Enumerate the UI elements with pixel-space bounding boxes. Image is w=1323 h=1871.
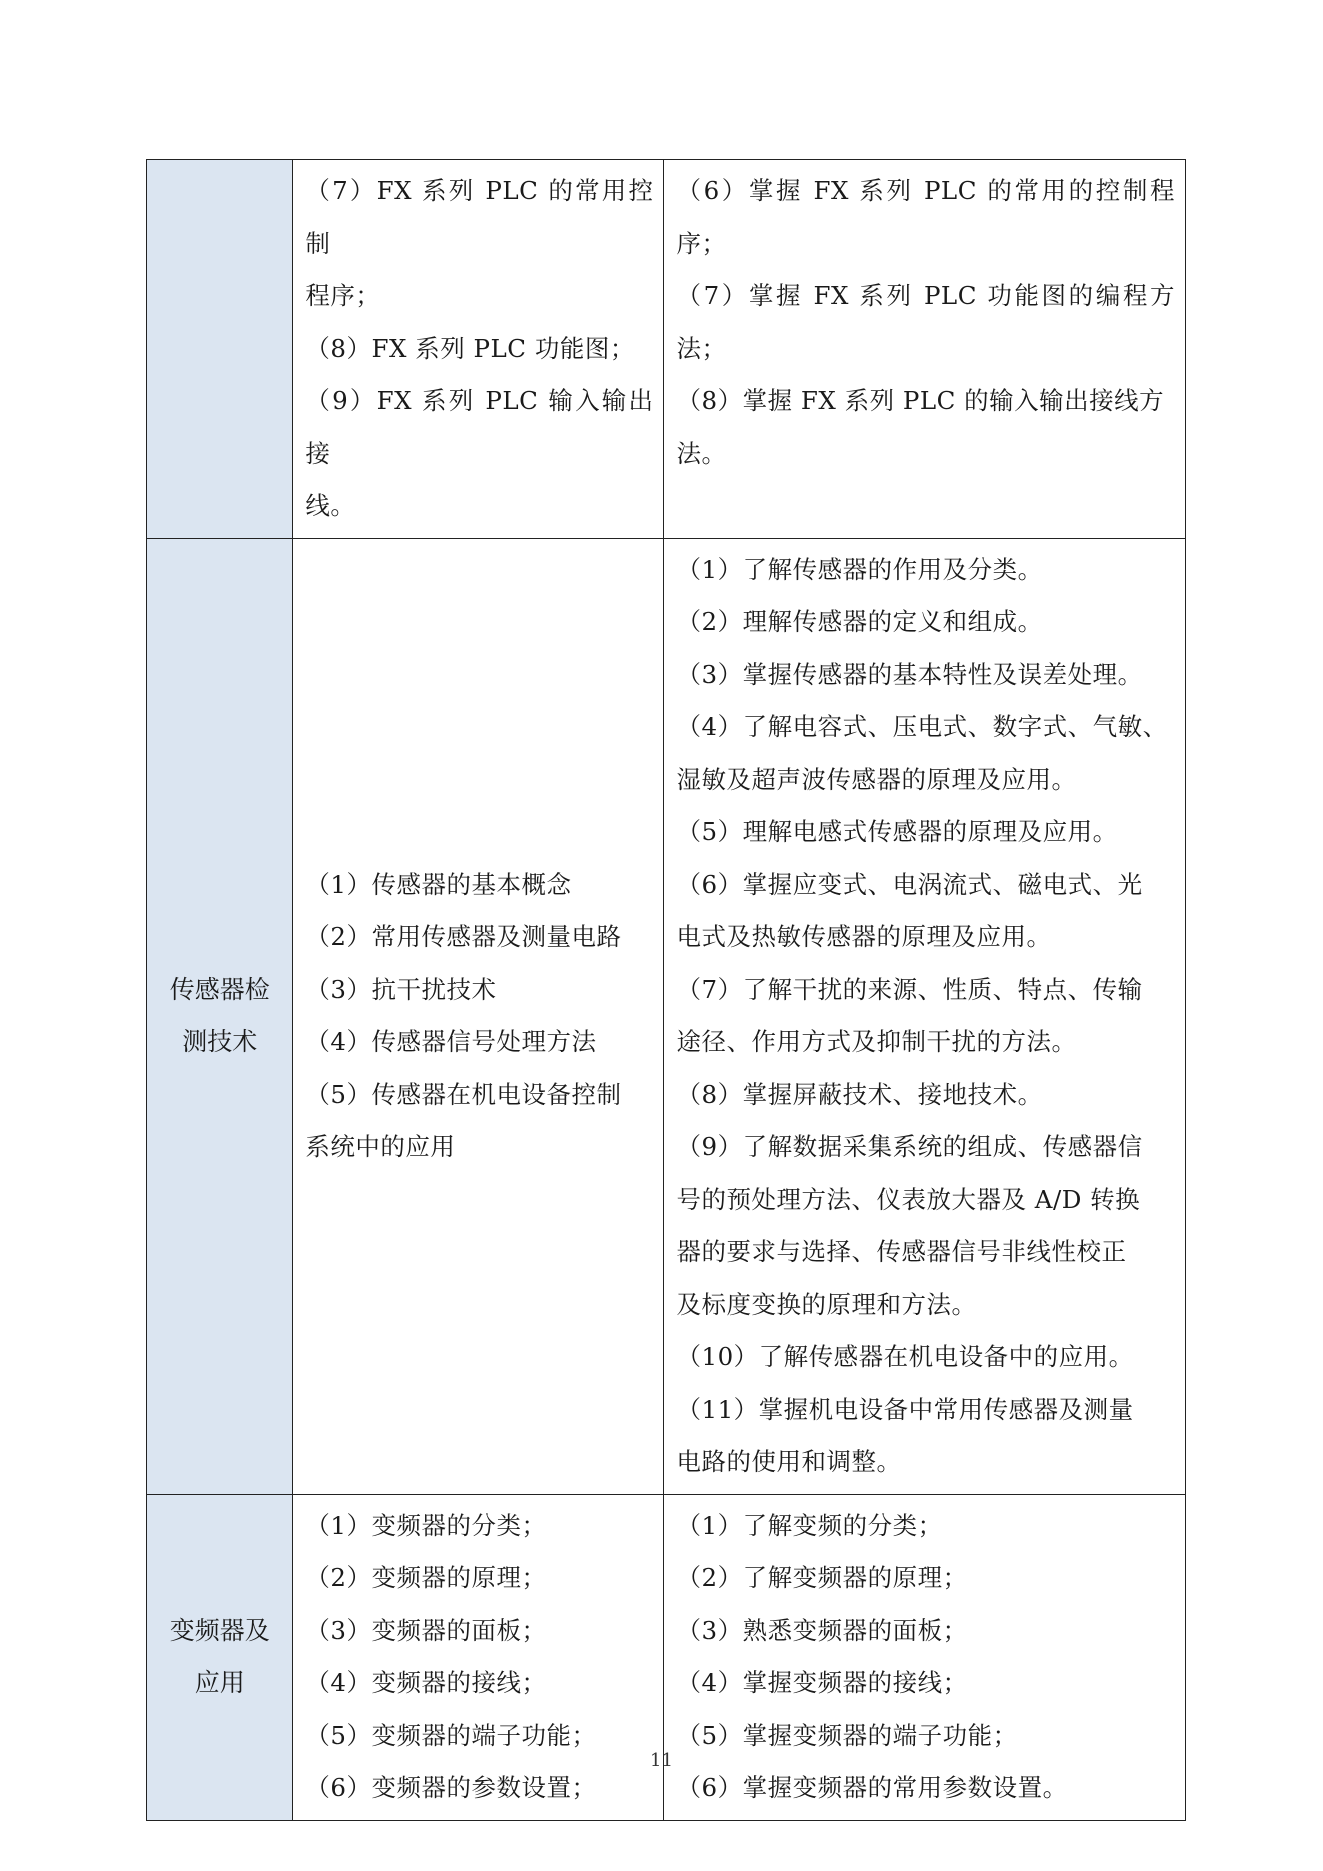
content-cell <box>293 1494 664 1820</box>
content-cell <box>293 160 664 539</box>
subject-line: 测技术 <box>182 1027 258 1056</box>
requirement-line: （6）掌握 FX 系列 PLC 的常用的控制程序； <box>676 176 1175 258</box>
subject-line: 传感器检 <box>169 975 270 1004</box>
requirement-line: （6）掌握应变式、电涡流式、磁电式、光 <box>676 869 1143 899</box>
content-line: （1）传感器的基本概念 <box>305 869 572 899</box>
content-line: 系统中的应用 <box>305 1132 456 1161</box>
requirement-line: （7）掌握 FX 系列 PLC 功能图的编程方法； <box>676 281 1175 363</box>
requirements-cell <box>664 160 1186 539</box>
requirement-line: 电式及热敏传感器的原理及应用。 <box>676 922 1052 951</box>
content-line: （2）常用传感器及测量电路 <box>305 922 622 951</box>
requirement-line: （3）掌握传感器的基本特性及误差处理。 <box>676 659 1143 689</box>
requirement-line: 号的预处理方法、仪表放大器及 A/D 转换 <box>676 1184 1141 1214</box>
content-line: （4）传感器信号处理方法 <box>305 1027 597 1056</box>
subject-cell <box>147 1494 293 1820</box>
page-number: 11 <box>650 1750 673 1771</box>
content-line: （8）FX 系列 PLC 功能图； <box>305 333 635 363</box>
requirement-line: （9）了解数据采集系统的组成、传感器信 <box>676 1132 1143 1161</box>
requirement-line: （2）了解变频器的原理； <box>676 1563 968 1592</box>
requirement-line: （6）掌握变频器的常用参数设置。 <box>676 1773 1068 1802</box>
subject-cell <box>147 160 293 539</box>
requirement-line: （8）掌握 FX 系列 PLC 的输入输出接线方 <box>676 386 1165 415</box>
requirement-line: （10）了解传感器在机电设备中的应用。 <box>676 1342 1134 1371</box>
table-row <box>147 160 1186 539</box>
requirements-cell <box>664 1494 1186 1820</box>
table-row <box>147 538 1186 1494</box>
requirement-line: 及标度变换的原理和方法。 <box>676 1289 977 1319</box>
content-cell <box>293 538 664 1494</box>
subject-cell <box>147 538 293 1494</box>
subject-line: 变频器及 <box>169 1616 270 1645</box>
content-line: （1）变频器的分类； <box>305 1510 547 1540</box>
requirement-line: 途径、作用方式及抑制干扰的方法。 <box>676 1027 1077 1056</box>
content-line: （2）变频器的原理； <box>305 1563 547 1592</box>
table-row <box>147 1494 1186 1820</box>
requirement-line: （5）理解电感式传感器的原理及应用。 <box>676 817 1118 846</box>
requirement-line: （1）了解传感器的作用及分类。 <box>676 554 1043 584</box>
content-line: （9）FX 系列 PLC 输入输出接 <box>305 386 654 468</box>
requirement-line: （11）掌握机电设备中常用传感器及测量 <box>676 1394 1134 1424</box>
content-line: 程序； <box>305 281 381 310</box>
content-line: （7）FX 系列 PLC 的常用控制 <box>305 176 654 258</box>
requirement-line: （2）理解传感器的定义和组成。 <box>676 607 1043 636</box>
curriculum-table <box>146 159 1186 1821</box>
requirement-line: 湿敏及超声波传感器的原理及应用。 <box>676 764 1077 794</box>
content-line: 线。 <box>305 491 356 520</box>
requirement-line: （4）了解电容式、压电式、数字式、气敏、 <box>676 712 1168 741</box>
requirement-line: 器的要求与选择、传感器信号非线性校正 <box>676 1237 1127 1266</box>
requirement-line: （4）掌握变频器的接线； <box>676 1668 968 1697</box>
requirement-line: （3）熟悉变频器的面板； <box>676 1615 968 1645</box>
requirement-line: （5）掌握变频器的端子功能； <box>676 1720 1018 1750</box>
content-line: （5）传感器在机电设备控制 <box>305 1079 622 1109</box>
requirement-line: （7）了解干扰的来源、性质、特点、传输 <box>676 974 1143 1004</box>
subject-line: 应用 <box>194 1668 245 1697</box>
content-line: （4）变频器的接线； <box>305 1668 547 1697</box>
requirement-line: 电路的使用和调整。 <box>676 1447 902 1476</box>
content-line: （3）抗干扰技术 <box>305 974 497 1004</box>
content-line: （5）变频器的端子功能； <box>305 1720 597 1750</box>
requirement-line: 法。 <box>676 438 727 468</box>
content-line: （3）变频器的面板； <box>305 1615 547 1645</box>
content-line: （6）变频器的参数设置； <box>305 1773 597 1802</box>
requirement-line: （8）掌握屏蔽技术、接地技术。 <box>676 1079 1043 1109</box>
requirement-line: （1）了解变频的分类； <box>676 1510 943 1540</box>
requirements-cell <box>664 538 1186 1494</box>
